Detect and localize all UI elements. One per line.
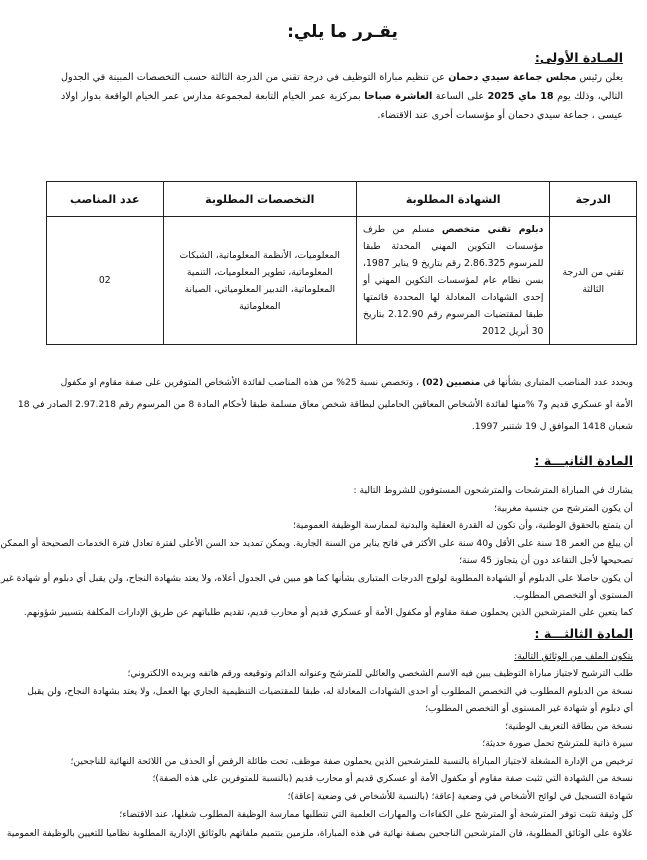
article-3-intro: يتكون الملف من الوثائق التالية: bbox=[514, 651, 633, 662]
positions-table bbox=[46, 181, 637, 345]
document-item: طلب الترشيح لاجتياز مباراة التوظيف يبين فيه الاسم الشخصي والعائلي للمترشح وعنوانه الدائم وتوقيعه ورقم هاتفه وبريده الالكتروني؛ bbox=[127, 668, 633, 679]
article-1-heading: المـادة الأولى: bbox=[534, 50, 623, 65]
article-3-heading: المادة الثالثـــة : bbox=[534, 626, 633, 641]
condition-item: المستوى أو التخصص المطلوب. bbox=[512, 590, 633, 601]
document-item: علاوة على الوثائق المطلوبة، فان المترشحين الناجحين بصفة نهائية في هذه المباراة، ملزمين بتتميم ملفاتهم بالوثائق الإدارية المطلوبة نظاميا للتعيين بالوظيفة العمومية bbox=[6, 828, 633, 839]
quota-text: ، وتخصص نسبة 25% من هذه المناصب لفائدة الأشخاص المتوفرين على صفة مقاوم او مكفول bbox=[60, 377, 422, 388]
article-2-heading: المادة الثانيـــة : bbox=[534, 453, 633, 468]
document-title: يقـرر ما يلي: bbox=[287, 22, 398, 42]
article-1-text-part: عن تنظيم مباراة التوظيف في درجة تقني من الدرجة الثالثة حسب التخصصات المبينة في الجدول التالي، وذلك يوم bbox=[61, 72, 624, 102]
cell-positions: 02 bbox=[47, 217, 164, 345]
cell-certificate bbox=[356, 217, 549, 345]
article-1-text-part: يعلن رئيس bbox=[576, 72, 624, 83]
document-item: شهادة التسجيل في لوائح الأشخاص في وضعية إعاقة؛ (بالنسبة للأشخاص في وضعية إعاقة)؛ bbox=[287, 791, 633, 802]
article-2-intro: يشارك في المباراة المترشحات والمترشحون المستوفون للشروط التالية : bbox=[353, 485, 633, 496]
quota-line-1 bbox=[51, 376, 633, 389]
condition-item: أن يكون حاصلا على الدبلوم أو الشهادة المطلوبة لولوج الدرجات المتبارى بشأنها كما هو مبين في الجدول أعلاه، ولا يعتد بشهادة النجاح، ولن يقبل أي دبلوم أو شهادة غير bbox=[1, 573, 633, 584]
quota-line-3: شعبان 1418 الموافق ل 19 شتنبر 1997. bbox=[471, 421, 633, 432]
document-item: نسخة من الشهادة التي تثبت صفة مقاوم أو مكفول الأمة أو عسكري قديم أو محارب قديم (بالنسبة للمتوفرين على هذه الصفة)؛ bbox=[152, 773, 633, 784]
condition-item: أن يكون المترشح من جنسية مغربية؛ bbox=[493, 503, 633, 514]
condition-item: كما يتعين على المترشحين الذين يحملون صفة مقاوم أو مكفول الأمة أو عسكري قديم أو محارب قديم، تقديم طلباتهم عن طريق الإدارات المكلفة بتسيير شؤونهم. bbox=[23, 607, 633, 618]
certificate-details: مسلم من طرف مؤسسات التكوين المهني المحدثة طبقا للمرسوم 2.86.325 رقم بتاريخ 9 يناير 1987، بسن نظام عام لمؤسسات التكوين المهني أو إحدى الشهادات المعادلة لها المحددة قائمتها طبقا لمقتضيات المرسوم رقم 2.12.90 بتاريخ 30 أبريل 2012 bbox=[362, 224, 544, 337]
quota-count-words: منصبين bbox=[446, 377, 481, 388]
document-item: نسخة من بطاقة التعريف الوطنية؛ bbox=[505, 721, 633, 732]
table-row bbox=[47, 217, 637, 345]
certificate-title: دبلوم تقني متخصص bbox=[441, 224, 544, 235]
exam-time: العاشرة صباحا bbox=[364, 91, 433, 102]
quota-line-2: الأمة او عسكري قديم و7 %منها لفائدة الأشخاص المعاقين الحاملين لبطاقة شخص معاق مسلمة طبقا لأحكام المادة 8 من المرسوم رقم 2.97.218 الصادر في 18 bbox=[17, 399, 633, 410]
document-item: ترخيص من الإدارة المشغلة لاجتياز المباراة بالنسبة للمترشحين الذين يحملون صفة موظف، تحت طائلة الرفض أو الحذف من اللائحة النهائية للناجحين؛ bbox=[70, 756, 633, 767]
condition-item: أن يتمتع بالحقوق الوطنية، وأن تكون له القدرة العقلية والبدنية لممارسة الوظيفة العمومية؛ bbox=[293, 520, 633, 531]
document-item: نسخة من الدبلوم المطلوب في التخصص المطلوب أو احدى الشهادات المعادلة له، طبقا للمقتضيات التنظيمية الجاري بها العمل، ولا يعتد بشهادة النجاح، ولن يقبل bbox=[27, 686, 633, 697]
article-1-text-part: بمركزية عمر الخيام التابعة لمجموعة مدارس عمر الخيام الواقعة بدوار اولاد عيسى ، جماعة سيدي دحمان أو مؤسسات أخرى عند الاقتضاء. bbox=[61, 91, 623, 121]
exam-date: 18 ماي 2025 bbox=[487, 91, 554, 102]
cell-degree: تقني من الدرجة الثالثة bbox=[550, 217, 637, 345]
article-1-text-part: على الساعة bbox=[432, 91, 488, 102]
cell-specialties: المعلوميات، الأنظمة المعلوماتية، الشبكات المعلوماتية، تطوير المعلوميات، التنمية المعلوماتية، التدبير المعلومياتي، الصيانة المعلوماتية bbox=[163, 217, 356, 345]
condition-item: تصحيحها لأجل التقاعد دون أن يتجاوز 45 سنة؛ bbox=[459, 555, 633, 566]
council-name: مجلس جماعة سيدي دحمان bbox=[448, 72, 577, 83]
table-header-row bbox=[47, 182, 637, 217]
header-degree: الدرجة bbox=[550, 182, 637, 217]
header-positions: عدد المناصب bbox=[47, 182, 164, 217]
document-item: سيرة ذاتية للمترشح تحمل صورة حديثة؛ bbox=[482, 738, 633, 749]
condition-item: أن يبلغ من العمر 18 سنة على الأقل و40 سنة على الأكثر في فاتح يناير من السنة الجارية. ويمكن تمديد حد السن الأعلى لفترة تعادل فترة الخدمات الصحيحة أو الممكن bbox=[0, 538, 633, 549]
header-specialties: التخصصات المطلوبة bbox=[163, 182, 356, 217]
quota-text: وبحدد عدد المناصب المتبارى بشأنها في bbox=[480, 377, 633, 388]
article-1-text bbox=[61, 68, 623, 125]
quota-count-number: (02) bbox=[421, 377, 444, 388]
document-item: أي دبلوم أو شهادة غير المستوى أو التخصص المطلوب؛ bbox=[425, 703, 633, 714]
header-certificate: الشهادة المطلوبة bbox=[356, 182, 549, 217]
document-item: كل وثيقة تثبت توفر المترشحة أو المترشح على الكفاءات والمهارات العلمية التي تتطلبها ممارسة الوظيفة المطلوب شغلها، عند الاقتضاء؛ bbox=[119, 809, 633, 820]
